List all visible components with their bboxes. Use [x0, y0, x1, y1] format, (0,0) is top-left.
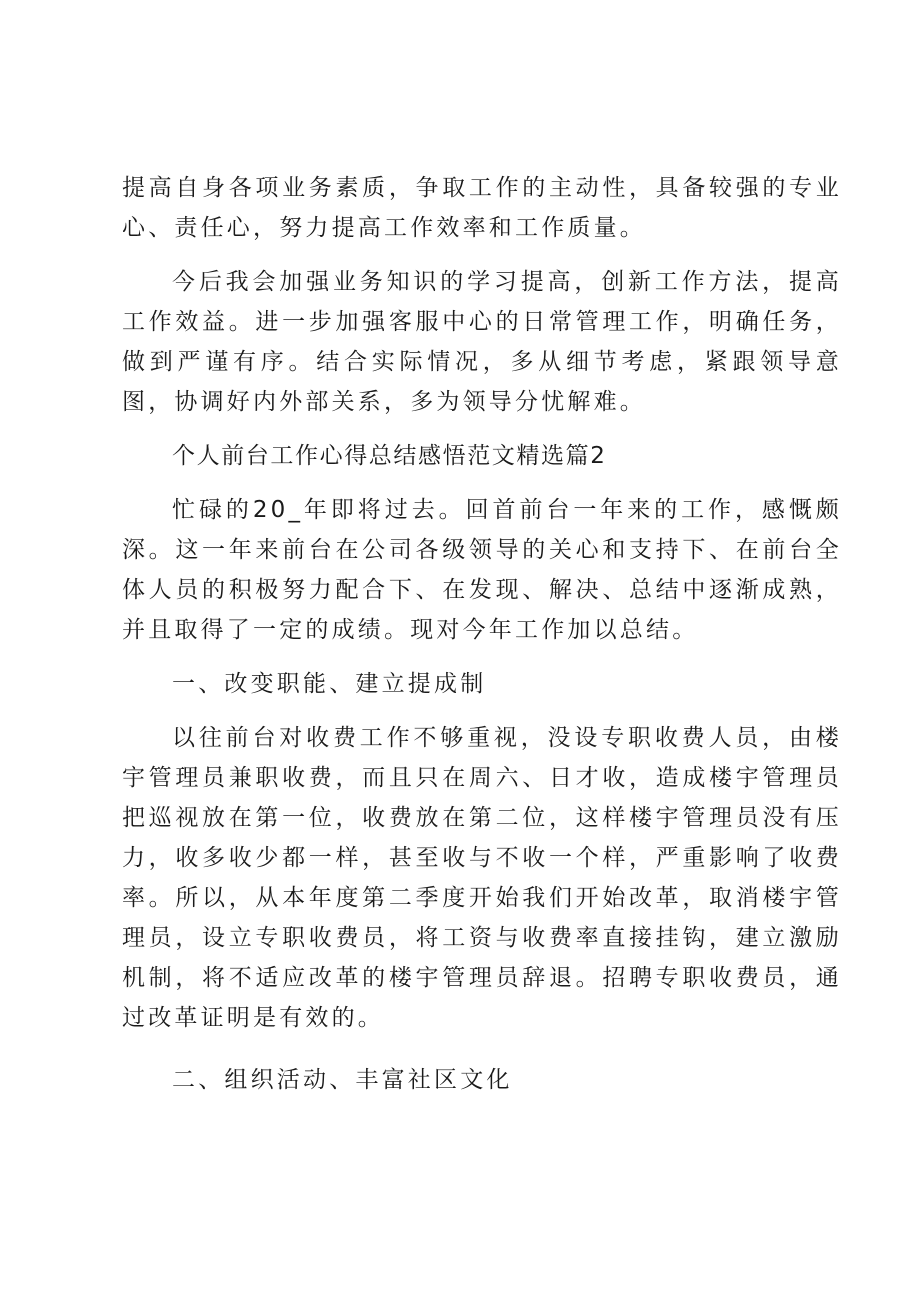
- paragraph-continuation: 提高自身各项业务素质，争取工作的主动性，具备较强的专业心、责任心，努力提高工作效率和工作质量。: [122, 175, 842, 241]
- heading-one: 一、改变职能、建立提成制: [172, 671, 487, 697]
- section-title: 个人前台工作心得总结感悟范文精选篇2: [172, 443, 607, 469]
- paragraph-reform: 以往前台对收费工作不够重视，没设专职收费人员，由楼宇管理员兼职收费，而且只在周六、日才收，造成楼宇管理员把巡视放在第一位，收费放在第二位，这样楼宇管理员没有压力，收多收少都一样，甚至收与不收一个样，严重影响了收费率。所以，从本年度第二季度开始我们开始改革，取消楼宇管理员，设立专职收费员，将工资与收费率直接挂钩，建立激励机制，将不适应改革的楼宇管理员辞退。招聘专职收费员，通过改革证明是有效的。: [122, 725, 842, 1031]
- paragraph-future-plans: 今后我会加强业务知识的学习提高，创新工作方法，提高工作效益。进一步加强客服中心的日常管理工作，明确任务，做到严谨有序。结合实际情况，多从细节考虑，紧跟领导意图，协调好内外部关系，多为领导分忧解难。: [122, 269, 842, 415]
- document-body: [122, 168, 842, 1100]
- heading-two: 二、组织活动、丰富社区文化: [172, 1067, 513, 1093]
- paragraph-intro: 忙碌的20_年即将过去。回首前台一年来的工作，感慨颇深。这一年来前台在公司各级领导的关心和支持下、在前台全体人员的积极努力配合下、在发现、解决、总结中逐渐成熟，并且取得了一定的成绩。现对今年工作加以总结。: [122, 497, 842, 643]
